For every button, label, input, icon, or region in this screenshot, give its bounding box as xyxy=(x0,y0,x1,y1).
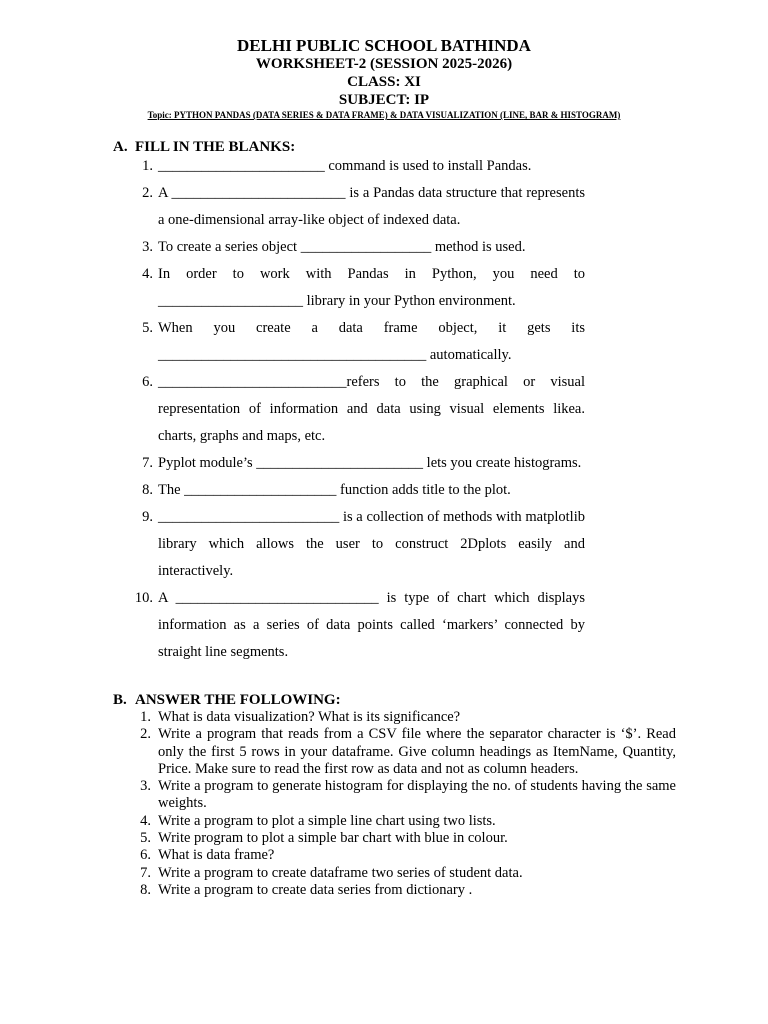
question-number: 8. xyxy=(140,881,151,898)
question-item xyxy=(135,504,585,585)
question-number: 1. xyxy=(140,709,151,725)
question-number: 2. xyxy=(140,726,151,743)
question-text: Write a program to generate histogram for displaying the no. of students having the same weights. xyxy=(158,778,676,812)
section-a-letter: A. xyxy=(113,139,128,155)
question-number: 2. xyxy=(142,185,153,201)
question-item xyxy=(135,865,676,882)
question-text: _______________________ command is used to install Pandas. xyxy=(158,158,532,174)
section-a-title: FILL IN THE BLANKS: xyxy=(135,139,296,155)
question-text: Write program to plot a simple bar chart with blue in colour. xyxy=(158,830,508,847)
question-number: 8. xyxy=(142,482,153,498)
question-text: Pyplot module’s _______________________ lets you create histograms. xyxy=(158,455,582,471)
section-b-letter: B. xyxy=(113,692,127,708)
question-text: In order to work with Pandas in Python, you need to ____________________ library in your Python environment. xyxy=(158,266,585,309)
question-text: Write a program to create data series from dictionary . xyxy=(158,881,473,898)
school-name: DELHI PUBLIC SCHOOL BATHINDA xyxy=(237,36,531,55)
question-item xyxy=(135,477,585,504)
question-text: When you create a data frame object, it gets its _____________________________________ automatically. xyxy=(158,320,585,363)
question-text: A ________________________ is a Pandas data structure that represents a one-dimensional array-like object of indexed data. xyxy=(158,185,585,228)
question-item xyxy=(135,180,585,234)
question-number: 5. xyxy=(140,830,151,847)
topic-line: Topic: PYTHON PANDAS (DATA SERIES & DATA FRAME) & DATA VISUALIZATION (LINE, BAR & HISTOGRAM) xyxy=(147,110,621,120)
question-item xyxy=(135,882,676,899)
question-item xyxy=(135,726,676,778)
question-number: 3. xyxy=(140,778,151,795)
question-text: Write a program that reads from a CSV file where the separator character is ‘$’. Read only the first 5 rows in your dataframe. Give column headings as ItemName, Quantity, Price. Make sure to read the first row as data and not as column headers. xyxy=(158,726,676,777)
class-label: CLASS: XI xyxy=(347,74,421,90)
question-number: 1. xyxy=(142,158,153,174)
question-text: __________________________refers to the graphical or visual representation of information and data using visual elements likea. charts, graphs and maps, etc. xyxy=(158,374,585,444)
question-text: What is data frame? xyxy=(158,847,275,864)
fill-in-blanks-list xyxy=(135,153,585,666)
section-b-heading xyxy=(113,692,341,709)
question-text: The _____________________ function adds title to the plot. xyxy=(158,482,511,498)
question-number: 6. xyxy=(142,374,153,390)
answer-questions-list xyxy=(135,709,676,899)
question-text: What is data visualization? What is its significance? xyxy=(158,709,461,725)
question-number: 4. xyxy=(142,266,153,282)
question-text: To create a series object __________________ method is used. xyxy=(158,239,526,255)
question-item xyxy=(135,153,585,180)
question-text: A ____________________________ is type of chart which displays information as a series of data points called ‘markers’ connected by straight line segments. xyxy=(158,590,585,660)
question-item xyxy=(135,234,585,261)
question-number: 5. xyxy=(142,320,153,336)
question-item xyxy=(135,585,585,666)
question-text: _________________________ is a collection of methods with matplotlib library which allows the user to construct 2Dplots easily and interactively. xyxy=(158,509,585,579)
question-item xyxy=(135,830,676,847)
subject-label: SUBJECT: IP xyxy=(338,92,430,108)
question-item xyxy=(135,450,585,477)
section-b-title: ANSWER THE FOLLOWING: xyxy=(135,692,341,708)
question-number: 7. xyxy=(142,455,153,471)
question-number: 4. xyxy=(140,812,151,829)
question-item xyxy=(135,847,676,864)
question-item xyxy=(135,709,676,726)
question-number: 6. xyxy=(140,847,151,864)
question-item xyxy=(135,369,585,450)
question-text: Write a program to create dataframe two series of student data. xyxy=(158,864,523,881)
worksheet-title: WORKSHEET-2 (SESSION 2025-2026) xyxy=(255,56,513,72)
question-item xyxy=(135,813,676,830)
question-text: Write a program to plot a simple line chart using two lists. xyxy=(158,812,496,829)
question-number: 7. xyxy=(140,864,151,881)
question-number: 10. xyxy=(134,590,153,606)
question-item xyxy=(135,778,676,813)
question-number: 3. xyxy=(142,239,153,255)
question-number: 9. xyxy=(142,509,153,525)
question-item xyxy=(135,315,585,369)
question-item xyxy=(135,261,585,315)
